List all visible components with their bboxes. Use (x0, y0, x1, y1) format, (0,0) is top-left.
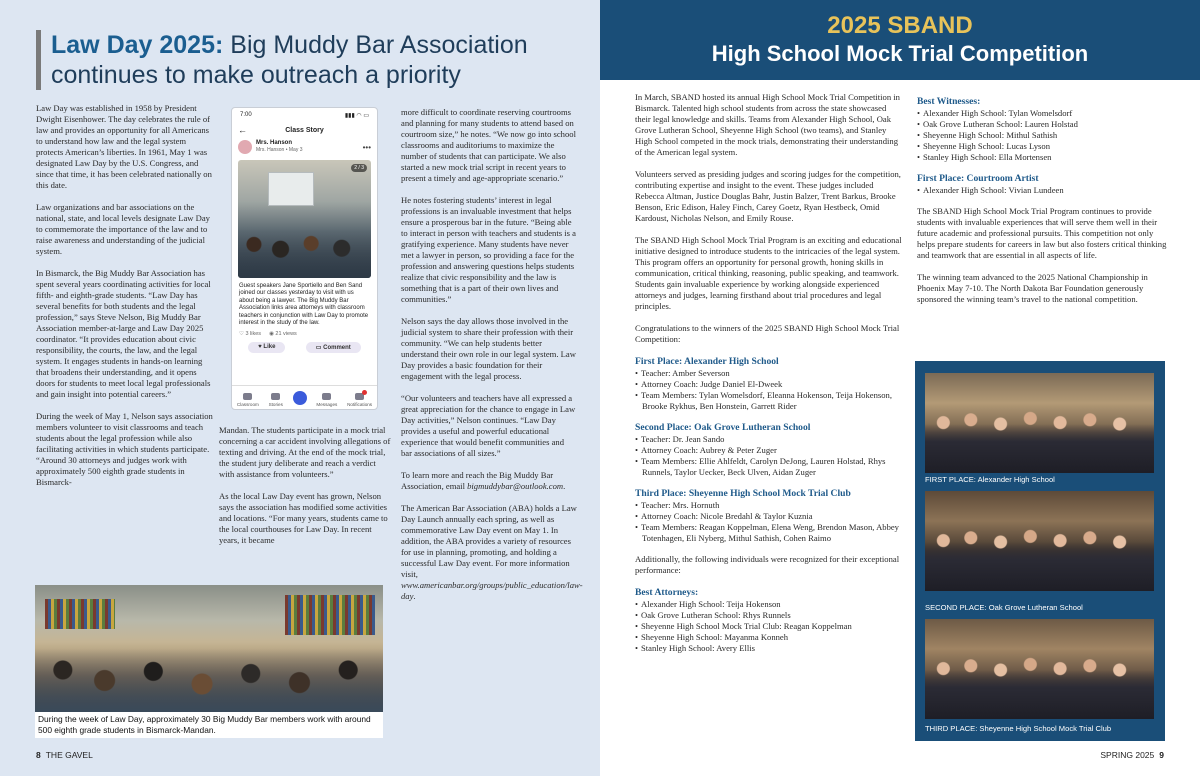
placement-heading: First Place: Alexander High School (635, 356, 779, 367)
aba-link[interactable]: www.americanbar.org/groups/public_education/law-day (401, 580, 583, 601)
paragraph: During the week of May 1, Nelson says association members volunteer to visit classrooms and teach students about the legal profession while also facilitating activities in which students participate. “Around 30 attorneys and judges work with approximately 500 eighth grade students in Bismarck- (36, 411, 213, 487)
placement-heading: Third Place: Sheyenne High School Mock Trial Club (635, 488, 851, 499)
paragraph: The winning team advanced to the 2025 National Championship in Phoenix May 7-10. The North Dakota Bar Foundation generously sponsored the winning team’s travel to the national competition. (917, 272, 1148, 304)
messages-icon (322, 393, 331, 400)
list-item: • Teacher: Dr. Jean Sando (635, 434, 903, 445)
story-caption: Guest speakers Jane Sportiello and Ben Sand joined our classes yesterday to visit with us about being a lawyer. The Big Muddy Bar Association links area attorneys with classroom teachers in conjunction with Law Day to promote interest in the study of the law. (239, 283, 369, 327)
list-item: • Sheyenne High School Mock Trial Club: Reagan Koppelman (635, 621, 903, 632)
phone-time: 7:00 (240, 112, 252, 118)
tab-stories[interactable]: Stories (269, 393, 283, 407)
headline-rest: Big Muddy Bar Association (223, 31, 528, 59)
more-icon[interactable]: ••• (362, 142, 371, 152)
mock-trial-column-2 (917, 94, 1167, 316)
placement-list (635, 500, 903, 544)
list-item: • Sheyenne High School: Mithul Sathish (917, 130, 1167, 141)
avatar (238, 140, 252, 154)
article-headline (36, 30, 596, 90)
stories-icon (271, 393, 280, 400)
article-column-2 (219, 425, 391, 557)
phone-tab-bar (232, 385, 377, 409)
paragraph: Mandan. The students participate in a mock trial concerning a car accident involving allegations of texting and driving. At the end of the mock trial, the student jury deliberate and reach a verdict with assistance from volunteers.” (219, 425, 391, 479)
page-folio-right (1100, 750, 1164, 760)
list-item: • Oak Grove Lutheran School: Rhys Runnels (635, 610, 903, 621)
publication-name: THE GAVEL (45, 750, 93, 760)
list-item: • Alexander High School: Teija Hokenson (635, 599, 903, 610)
tab-home[interactable] (293, 391, 307, 407)
mock-trial-banner (600, 0, 1200, 80)
classroom-photo (35, 585, 383, 712)
camera-icon (293, 391, 307, 405)
like-button[interactable]: ♥ Like (248, 342, 285, 353)
likes-count: ♡ 3 likes (239, 331, 262, 338)
best-witnesses-list (917, 108, 1167, 163)
classdojo-screenshot (231, 107, 378, 410)
list-item: • Team Members: Ellie Ahlfeldt, Carolyn DeJong, Lauren Holstad, Rhys Runnels, Taylor Uecker, Beck Ulven, Aidan Zuger (635, 456, 903, 478)
placement-list (635, 368, 903, 412)
list-item: • Sheyenne High School: Lucas Lyson (917, 141, 1167, 152)
list-item: • Team Members: Tylan Womelsdorf, Eleanna Hokenson, Teija Hokenson, Brooke Rykhus, Ben Honstein, Garrett Rider (635, 390, 903, 412)
list-item: • Teacher: Mrs. Hornuth (635, 500, 903, 511)
comment-button[interactable]: ▭ Comment (306, 342, 361, 353)
paragraph: He notes fostering students’ interest in legal professions is an invaluable investment that helps ensure a prosperous bar in the future. “Being able to interact in person with teachers and students is a gratifying experience. Many students have never met a lawyer in person, so providing a face for the profession and answering questions helps students realize that civic responsibility and the law is something that is a part of their own lives and communities.” (401, 195, 576, 304)
phone-status-icons: ▮▮▮ ◠ ▭ (344, 113, 369, 119)
list-item: • Alexander High School: Tylan Womelsdorf (917, 108, 1167, 119)
paragraph-contact: To learn more and reach the Big Muddy Bar Association, email bigmuddybar@outlook.com. (401, 470, 566, 491)
page-number: 9 (1159, 750, 1164, 760)
classroom-icon (243, 393, 252, 400)
placement-heading: Second Place: Oak Grove Lutheran School (635, 422, 811, 433)
banner-year: 2025 SBAND (827, 12, 973, 39)
author-name: Mrs. Hanson (256, 140, 293, 146)
third-place-photo (925, 619, 1154, 719)
page-folio-left (36, 750, 93, 760)
list-item: • Alexander High School: Vivian Lundeen (917, 185, 1167, 196)
list-item: • Sheyenne High School: Mayanma Konneh (635, 632, 903, 643)
tab-notifications[interactable]: Notifications (347, 393, 372, 407)
second-place-photo (925, 491, 1154, 591)
story-photo (238, 160, 371, 278)
tab-classroom[interactable]: Classroom (237, 393, 259, 407)
page-number: 8 (36, 750, 41, 760)
headline-line2: continues to make outreach a priority (51, 61, 461, 89)
list-item: • Attorney Coach: Aubrey & Peter Zuger (635, 445, 903, 456)
courtroom-artist-heading: First Place: Courtroom Artist (917, 173, 1039, 184)
list-item: • Oak Grove Lutheran School: Lauren Holstad (917, 119, 1167, 130)
paragraph: Additionally, the following individuals were recognized for their exceptional performance: (635, 554, 900, 575)
first-place-photo (925, 373, 1154, 473)
best-attorneys-list (635, 599, 903, 654)
paragraph: In March, SBAND hosted its annual High School Mock Trial Competition in Bismarck. Talented high school students from across the state showcased their legal knowledge and skills. Teams from Alexander High School, Oak Grove Lutheran School, Sheyenne High School (two teams), and Stanley High School competed in the mock trials, demonstrating their understanding of the American legal system. (635, 92, 900, 157)
banner-title: High School Mock Trial Competition (711, 41, 1089, 66)
list-item: • Stanley High School: Ella Mortensen (917, 152, 1167, 163)
paragraph: “Our volunteers and teachers have all expressed a great appreciation for the chance to engage in Law Day activities,” Nelson continues. “Law Day provides a useful and powerful educational experience that would benefit communities and bar associations of all sizes.” (401, 393, 576, 458)
mock-trial-column-1 (635, 92, 903, 664)
list-item: • Stanley High School: Avery Ellis (635, 643, 903, 654)
courtroom-artist-list (917, 185, 1167, 196)
classroom-photo-caption: During the week of Law Day, approximately 30 Big Muddy Bar members work with around 500 eighth grade students in Bismarck-Mandan. (35, 712, 383, 738)
whiteboard (268, 172, 314, 206)
placement-list (635, 434, 903, 478)
headline-accent: Law Day 2025: (51, 31, 224, 59)
paragraph: Volunteers served as presiding judges and scoring judges for the competition, contributing expertise and insight to the event. These judges included Rebecca Altman, Justice Douglas Bahr, Justin Balzer, Trent Barkus, Brooke Benson, Eric Edison, Haley Finch, Carey Goetz, Ryan Hestbeck, Omid Kardoust, Nicholas Nelson, and Emily Rouse. (635, 169, 901, 223)
winners-photo-panel (915, 361, 1165, 741)
tab-messages[interactable]: Messages (316, 393, 337, 407)
views-count: ◉ 21 views (269, 331, 297, 338)
paragraph: Law Day was established in 1958 by President Dwight Eisenhower. The day celebrates the rule of law and provides an opportunity for all Americans to understand how law and the legal system protects American’s liberties. In 1961, May 1 was designated Law Day by the U.S. Congress, and since that time, it has been celebrated nationally on this date. (36, 103, 212, 190)
issue-season: SPRING 2025 (1100, 750, 1155, 760)
phone-title: Class Story (285, 126, 324, 134)
paragraph: Nelson says the day allows those involved in the judicial system to share their profession with their community. “We can help students better understand their own role in our legal system. Law Day provides a basic foundation for their engagement with the legal process. (401, 316, 576, 381)
bell-icon (355, 393, 364, 400)
article-column-3 (401, 107, 583, 613)
email-link[interactable]: bigmuddybar@outlook.com (467, 481, 564, 491)
photo-counter: 2 / 3 (351, 164, 367, 172)
paragraph: Law organizations and bar associations on the national, state, and local levels designate Law Day to commemorate the importance of the law and to raise awareness and understanding of the judicial system. (36, 202, 210, 256)
list-item: • Team Members: Reagan Koppelman, Elena Weng, Brendon Mason, Abbey Totenhagen, Eli Nyberg, Mithul Sathish, Cohen Raimo (635, 522, 903, 544)
best-witnesses-heading: Best Witnesses: (917, 96, 981, 107)
second-place-caption: SECOND PLACE: Oak Grove Lutheran School (925, 603, 1083, 612)
third-place-caption: THIRD PLACE: Sheyenne High School Mock Trial Club (925, 724, 1112, 733)
list-item: • Teacher: Amber Severson (635, 368, 903, 379)
best-attorneys-heading: Best Attorneys: (635, 587, 699, 598)
paragraph: The SBAND High School Mock Trial Program continues to provide students with invaluable experiences that will serve them well in their future academic and professional pursuits. This competition not only helps prepare students for careers in law but also fosters critical thinking and teamwork that are essential in all aspects of life. (917, 206, 1167, 260)
article-column-1 (36, 103, 214, 499)
list-item: • Attorney Coach: Judge Daniel El-Dweek (635, 379, 903, 390)
paragraph: more difficult to coordinate reserving courtrooms and planning for many students to attend based on courtroom size,” he notes. “We now go into school classrooms and auditoriums to maximize the number of students that can participate. We also started a new mock trial script in recent years to present a timely and age-appropriate scenario.” (401, 107, 576, 183)
paragraph: Congratulations to the winners of the 2025 SBAND High School Mock Trial Competition: (635, 323, 900, 344)
paragraph: The SBAND High School Mock Trial Program is an exciting and educational initiative designed to introduce students to the intricacies of the legal system. This program offers an opportunity for personal growth, honing skills in communication, critical thinking, reasoning, public speaking, and teamwork. Students gain invaluable experience by working alongside experienced attorneys and judges, learning firsthand about trial procedures and legal principles. (635, 235, 902, 311)
first-place-caption: FIRST PLACE: Alexander High School (925, 475, 1055, 484)
paragraph-aba: The American Bar Association (ABA) holds a Law Day Launch annually each spring, as well as commemorative Law Day event on May 1. In addition, the ABA provides a variety of resources for use in planning, promoting, and holding a successful Law Day event. For more information visit, www.americanbar.org/groups/public_education/law-day. (401, 503, 583, 601)
list-item: • Attorney Coach: Nicole Bredahl & Taylor Kuznia (635, 511, 903, 522)
paragraph: In Bismarck, the Big Muddy Bar Association has spent several years coordinating activities for local fifth- and eighth-grade students. “Law Day has several benefits for both students and the legal profession,” says Steve Nelson, Big Muddy Bar Association member-at-large and Law Day 2025 coordinator. “It provides education about civic responsibility, the courts, the law, and the legal system. It engages students in hands-on learning that broadens their understanding, and it opens doors for students to meet local legal professionals and gain insight into potential careers.” (36, 268, 211, 399)
author-sub: Mrs. Hanson • May 3 (256, 147, 303, 153)
back-arrow-icon[interactable]: ← (238, 125, 247, 135)
paragraph: As the local Law Day event has grown, Nelson says the association has modified some activities and locations. “For many years, students came to the local courthouses for Law Day. In recent years, it became (219, 491, 388, 545)
